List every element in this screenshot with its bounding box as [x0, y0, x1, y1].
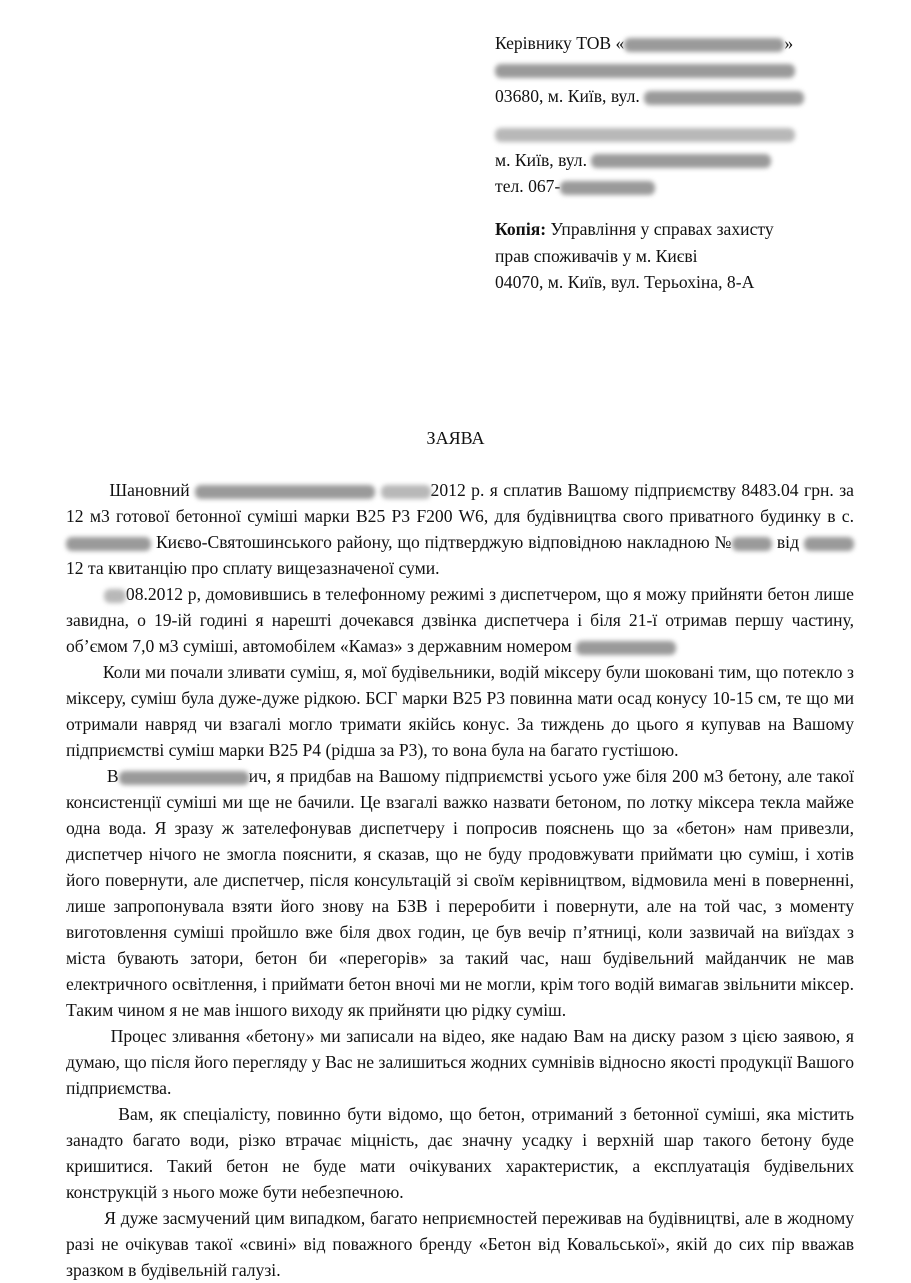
redacted-sender-street: [591, 154, 771, 168]
paragraph-6: Вам, як спеціалісту, повинно бути відомо, що бетон, отриманий з бетонної суміші, яка містить занадто багато води, різко втрачає міцність, дає значну усадку і верхній шар такого бетону буде кришитися. Такий бетон не буде мати очікуваних характеристик, а експлуатація будівельних конструкцій з нього може бути небезпечною.: [66, 1104, 855, 1202]
recipient-line-2: [495, 57, 895, 84]
copy-line-3: 04070, м. Київ, вул. Терьохіна, 8-А: [495, 272, 755, 292]
sender-line-1: [495, 120, 895, 147]
document-title: ЗАЯВА: [426, 428, 485, 448]
sender-line-3: тел. 067-: [495, 173, 895, 200]
redacted-name: [495, 64, 795, 78]
redacted-plate: [576, 641, 676, 655]
copy-line-2: прав споживачів у м. Києві: [495, 245, 698, 266]
redacted-street: [644, 91, 804, 105]
redacted-invoice-number: [732, 537, 772, 551]
redacted-day: [104, 589, 126, 603]
paragraph-5: Процес зливання «бетону» ми записали на відео, яке надаю Вам на диску разом з цією заявою, я думаю, що після його перегляду у Вас не залишиться жодних сумнівів відносно якості продукції Вашого підприємства.: [66, 1026, 854, 1098]
redacted-village: [66, 537, 151, 551]
paragraph-7: Я дуже засмучений цим випадком, багато неприємностей переживав на будівництві, але в жодному разі не очікував такої «свині» від поважного бренду «Бетон від Ковальської», якій до сих пір вважав зразком в будівельній галузі.: [66, 1208, 855, 1280]
letter-body: [66, 477, 854, 1283]
redacted-addressee: [195, 485, 375, 499]
paragraph-1: Шановний 2012 р. я сплатив Вашому підприємству 8483.04 грн. за 12 м3 готової бетонної суміші марки В25 Р3 F200 W6, для будівництва свого приватного будинку в с. Києво-Святошинського району, що підтверджую відповідною накладною № від 12 та квитанцію про сплату вищезазначеної суми.: [66, 480, 854, 578]
redacted-company: [624, 38, 784, 52]
recipient-line-1: Керівнику ТОВ « »: [495, 33, 794, 53]
copy-line-1: Копія: Управління у справах захисту: [495, 219, 774, 239]
paragraph-4: В ич, я придбав на Вашому підприємстві усього уже біля 200 м3 бетону, але такої консистенції суміші ми ще не бачили. Це взагалі важко назвати бетоном, по лотку міксера текла майже одна вода. Я зразу ж зателефонував диспетчеру і попросив пояснень що за «бетон» нам привезли, диспетчер нічого не змогла пояснити, я сказав, що не буду продовжувати приймати цю суміш, і хотів його повернути, але диспетчер, після консультацій зі своїм керівництвом, відмовила мені в поверненні, лише запропонувала взяти його знову на БЗВ і переробити і повернути, але на той час, з моменту виготовлення суміші пройшло вже біля двох годин, це був вечір п’ятниці, коли зазвичай на виїздах з міста бувають затори, бетон би «перегорів» за такий час, наш будівельний майданчик не мав електричного освітлення, і приймати бетон вночі ми не могли, крім того водій вимагав звільнити міксер. Таким чином я не мав іншого виходу як прийняти цю рідку суміш.: [66, 766, 855, 1020]
paragraph-3: Коли ми почали зливати суміш, я, мої будівельники, водій міксеру були шоковані тим, що потекло з міксеру, суміш була дуже-дуже рідкою. БСГ марки В25 Р3 повинна мати осад конусу 10-15 см, те що ми отримали навряд чи взагалі могло тримати якійсь конус. За тиждень до цього я купував на Вашому підприємстві суміш марки В25 Р4 (рідша за Р3), то вона була на багато густішою.: [66, 662, 855, 760]
sender-address: [495, 120, 895, 200]
copy-address: [495, 216, 895, 296]
sender-line-2: м. Київ, вул.: [495, 147, 895, 174]
redacted-sender-name: [495, 128, 795, 142]
paragraph-2: 08.2012 р, домовившись в телефонному режимі з диспетчером, що я можу прийняти бетон лише завидна, о 19-ій годині я нарешті дочекався дзвінка диспетчера і біля 21-ї отримав першу частину, об’ємом 7,0 м3 суміші, автомобілем «Камаз» з державним номером: [66, 584, 854, 656]
redacted-invoice-date: [804, 537, 854, 551]
recipient-line-3: 03680, м. Київ, вул.: [495, 83, 895, 110]
redacted-phone: [560, 181, 655, 195]
redacted-date: [381, 485, 431, 499]
redacted-addressee-2: [119, 771, 249, 785]
recipient-address: [495, 30, 895, 110]
